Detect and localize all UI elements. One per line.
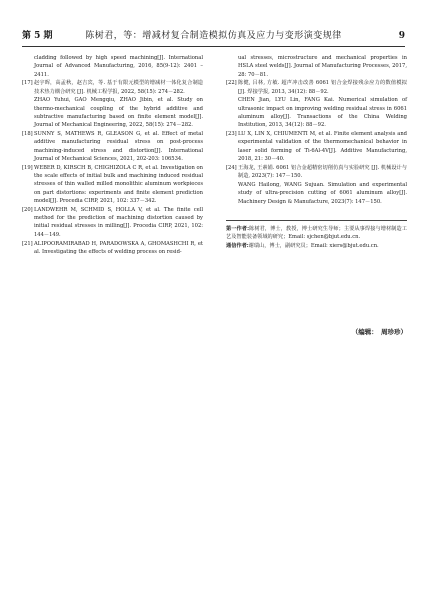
reference-number: [22] [226, 80, 237, 87]
reference-text: cladding followed by high speed machining[J]. International Journal of Advanced Manufacturing, 2016, 85(9-12): 2401 – 2411. [34, 55, 203, 78]
reference-item [226, 130, 407, 163]
reference-text-cn: 赵宇晖，高孟秋，赵吉宾，等. 基于有限元模型的增减材一体化复合制造技术热力耦合研究 [J]. 机械工程学报, 2022, 58(15): 274－282. [34, 80, 203, 95]
first-author-note [226, 225, 407, 242]
reference-number: [24] [226, 164, 237, 171]
reference-item [226, 164, 407, 206]
right-column [226, 54, 407, 252]
reference-item [22, 130, 203, 163]
reference-text: LANDWEHR M, SCHMID S, HOLLA V, et al. The finite cell method for the prediction of machining distortion caused by initial residual stresses in milling[J]. Procedia CIRP, 2021, 102: 144－149. [34, 206, 203, 238]
reference-item [22, 206, 203, 239]
header-rule [22, 46, 405, 47]
reference-text: ALIPOORAMIRABAD H, PARADOWSKA A, GHOMASHCHI R, et al. Investigating the effects of welding process on resid- [34, 240, 203, 255]
reference-text-en: ZHAO Yuhui, GAO Mengqiu, ZHAO Jibin, et al. Study on thermo-mechanical coupling of the hybrid additive and subtractive manufacturing based on finite element model[J]. Journal of Mechanical Engineering, 2022, 58(15): 274－282. [34, 97, 203, 129]
corresponding-author-label: 通信作者: [226, 243, 249, 250]
reference-number: [21] [22, 240, 33, 247]
reference-number: [18] [22, 131, 33, 138]
reference-number: [20] [22, 206, 33, 213]
reference-item [22, 164, 203, 205]
page-number: 9 [398, 31, 405, 41]
first-author-text: 陈树君，博士，教授，博士研究生导师；主要从事焊接与增材制造工艺及智能装备领域的研究；Email: sjchen@bjut.edu.cn. [226, 225, 407, 241]
reference-number: [19] [22, 164, 33, 171]
reference-item [226, 79, 407, 129]
reference-number: [17] [22, 80, 33, 87]
reference-text-en: CHEN Jian, LYU Lin, FANG Kai. Numerical simulation of ultrasonic impact on improving welding residual stress in 6061 aluminum alloy[J]. Transactions of the China Welding Institution, 2013, 34(12): 88－92. [238, 97, 407, 129]
editor-credit: （编辑： 周珍珍） [351, 328, 407, 336]
corresponding-author-text: 谢瑞山，博士，副研究员；Email: xiers@bjut.edu.cn. [248, 243, 379, 250]
reference-text-cn: 王海龙, 王素娟. 6061 铝合金超精密切削仿真与实验研究 [J]. 机械设计与制造, 2023(7): 147－150. [238, 164, 407, 180]
reference-item [22, 54, 203, 79]
author-info [226, 220, 407, 251]
reference-text: ual stresses, microstructure and mechanical properties in HSLA steel welds[J]. Journal of Manufacturing Processes, 2017, 28: 70－81. [238, 55, 407, 78]
left-column [22, 54, 203, 257]
reference-text-cn: 陈健, 吕林, 方敏. 超声冲击改善 6061 铝合金焊接残余应力的数值模拟 [J]. 焊接学报, 2013, 34(12): 88－92. [238, 80, 407, 95]
issue-number: 第 5 期 [22, 31, 53, 41]
reference-item [22, 240, 203, 257]
running-title: 陈树君，等：增减材复合制造模拟仿真及应力与变形演变规律 [85, 31, 342, 41]
page-header [22, 28, 405, 44]
reference-text: SUNNY S, MATHEWS R, GLEASON G, et al. Effect of metal additive manufacturing residual stress on post-process machining-induced stress and distortion[J]. International Journal of Mechanical Sciences, 2021, 202-203: 106534. [34, 131, 203, 163]
reference-item [226, 54, 407, 79]
reference-item [22, 79, 203, 129]
reference-number: [23] [226, 131, 237, 138]
reference-text: WEBER D, KIRSCH B, CHIGHIZOLA C R, et al. Investigation on the scale effects of initial bulk and machining induced residual stresses of thin walled milled monolithic aluminum workpieces on part distortions: experiments and finite element prediction model[J]. Procedia CIRP, 2021, 102: 337－342. [34, 164, 203, 205]
corresponding-author-note [226, 242, 407, 250]
reference-text-en: WANG Hailong, WANG Sujuan. Simulation and experimental study of ultra-precision cutting of 6061 aluminum alloy[J]. Machinery Design & Manufacture, 2023(7): 147－150. [238, 181, 407, 205]
reference-text: LU X, LIN X, CHIUMENTI M, et al. Finite element analysis and experimental validation of the thermomechanical behavior in laser solid forming of Ti-6Al-4V[J]. Additive Manufacturing, 2018, 21: 30－40. [238, 131, 407, 163]
first-author-label: 第一作者: [226, 225, 249, 232]
